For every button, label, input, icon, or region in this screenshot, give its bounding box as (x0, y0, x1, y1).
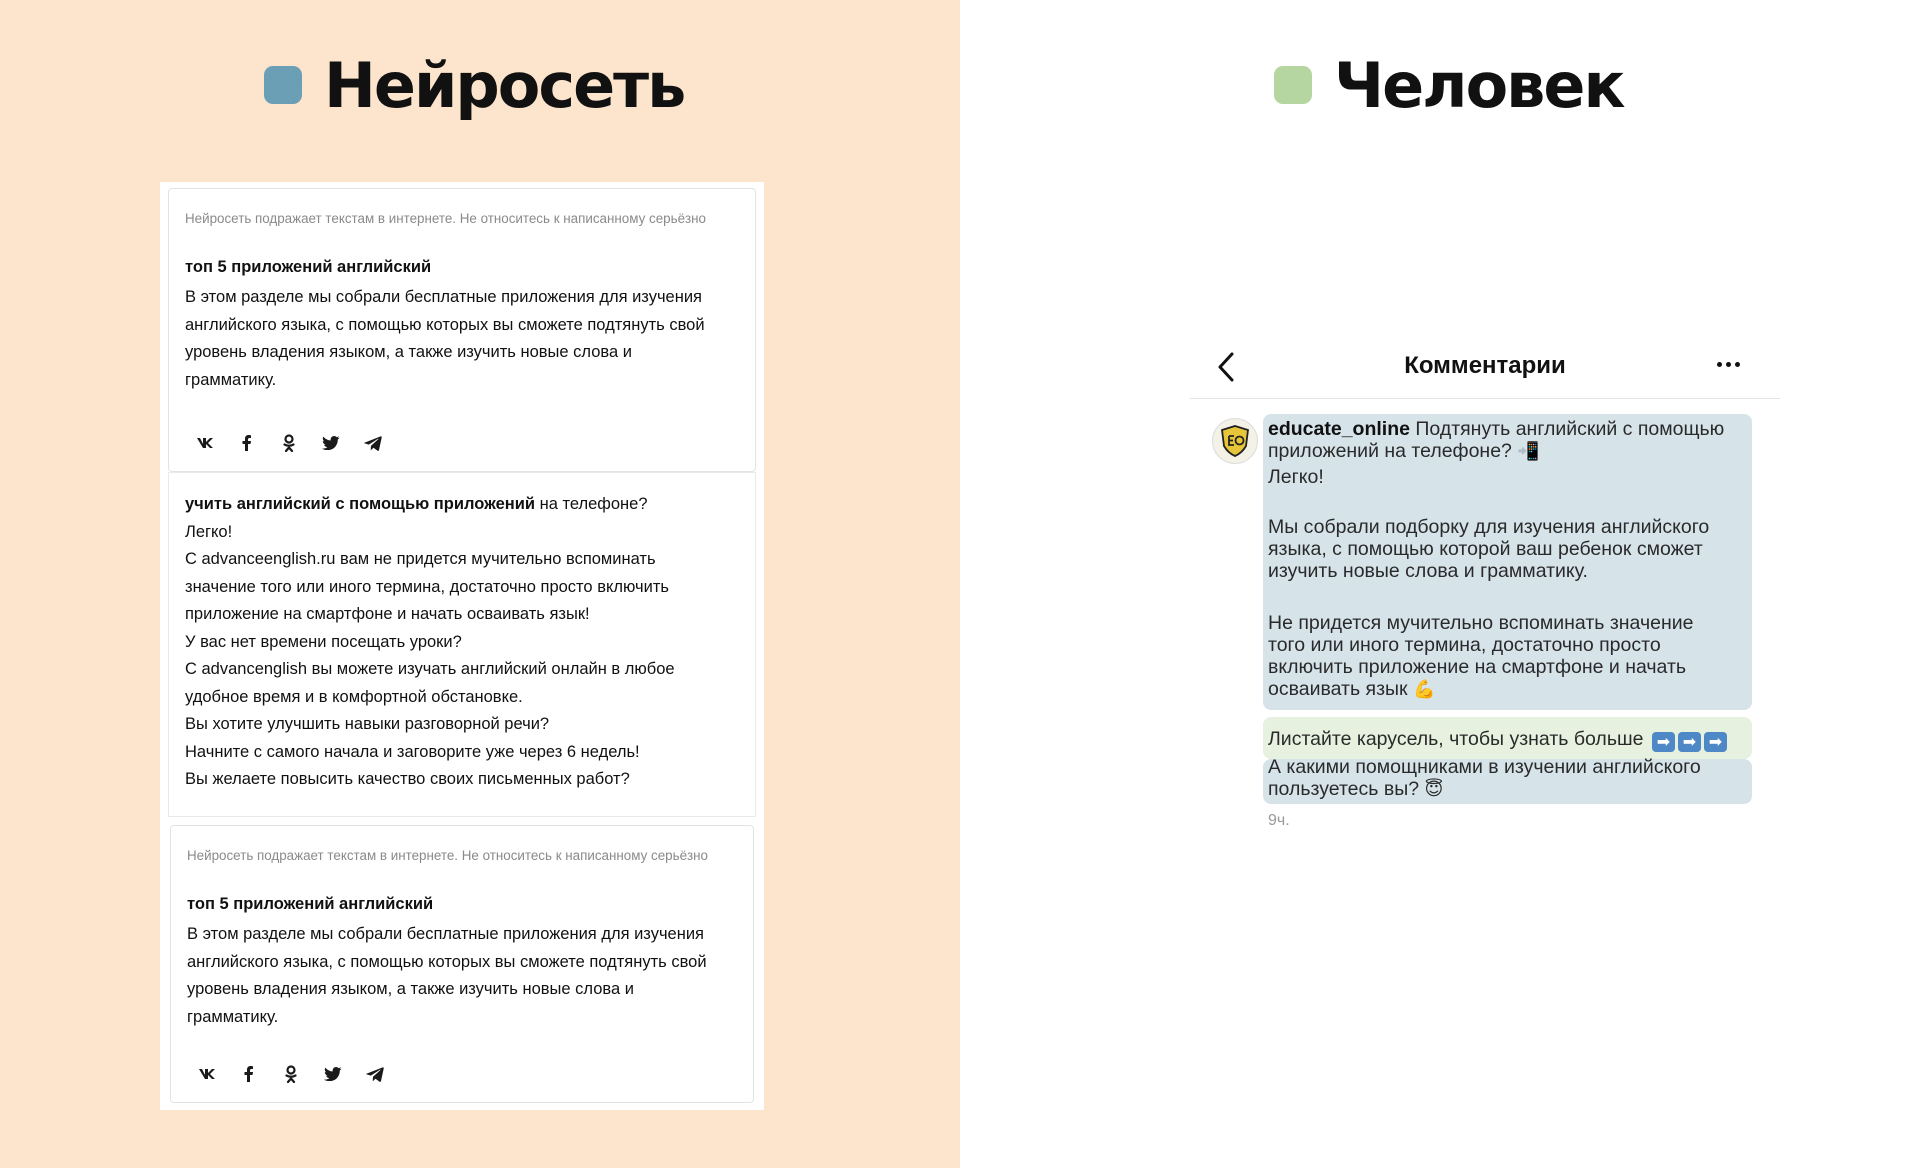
ai-card-bottom (170, 825, 754, 1103)
facebook-icon[interactable] (235, 431, 259, 455)
mid-line: значение того или иного термина, достаточно просто включить (185, 578, 669, 596)
comments-header (1190, 340, 1780, 399)
mid-first-bold: учить английский с помощью приложений (185, 495, 536, 513)
comment-line: изучить новые слова и грамматику. (1268, 560, 1588, 582)
vk-icon[interactable] (195, 1062, 219, 1086)
comment-line: языка, с помощью которой ваш ребенок сможет (1268, 538, 1703, 560)
comment-line: Легко! (1268, 466, 1324, 488)
mid-line: Вы желаете повысить качество своих письменных работ? (185, 770, 630, 788)
ai-text-block (168, 472, 756, 817)
ai-screenshot (160, 182, 764, 1110)
comment-line: того или иного термина, достаточно просто (1268, 634, 1661, 656)
twitter-icon[interactable] (321, 1062, 345, 1086)
twitter-icon[interactable] (319, 431, 343, 455)
shield-logo-icon (1219, 424, 1251, 458)
comments-title: Комментарии (1404, 352, 1566, 379)
right-arrow-emoji-icon: ➡ (1704, 732, 1727, 752)
muscle-emoji-icon: 💪 (1413, 679, 1436, 700)
mid-line: Вы хотите улучшить навыки разговорной речи? (185, 715, 550, 733)
username[interactable]: educate_online (1268, 418, 1410, 440)
odnoklassniki-icon[interactable] (279, 1062, 303, 1086)
comment-first-rest: Подтянуть английский с помощью (1409, 418, 1725, 440)
heading-neural-text: Нейросеть (324, 48, 685, 122)
disclaimer: Нейросеть подражает текстам в интернете. Не относитесь к написанному серьёзно (187, 848, 708, 863)
heading-human (1274, 50, 1624, 120)
card-line: английского языка, с помощью которых вы сможете подтянуть свой (185, 315, 705, 334)
mid-line: С advanceenglish.ru вам не придется мучительно вспоминать (185, 550, 656, 568)
card-line: грамматику. (187, 1007, 279, 1026)
disclaimer: Нейросеть подражает текстам в интернете. Не относитесь к написанному серьёзно (185, 211, 706, 226)
card-title: топ 5 приложений английский (187, 895, 434, 913)
heading-neural (264, 50, 684, 120)
card-line: В этом разделе мы собрали бесплатные приложения для изучения (185, 288, 702, 306)
carousel-line (1268, 728, 1727, 752)
neural-color-square (264, 66, 302, 104)
human-color-square (1274, 66, 1312, 104)
avatar[interactable] (1212, 418, 1258, 464)
mid-line: Начните с самого начала и заговорите уже через 6 недель! (185, 743, 640, 761)
question-line: А какими помощниками в изучении английского (1268, 756, 1701, 778)
phone-emoji-icon: 📲 (1517, 441, 1540, 462)
card-text (185, 284, 745, 394)
vk-icon[interactable] (193, 431, 217, 455)
angel-emoji-icon: 😇 (1424, 779, 1444, 800)
telegram-icon[interactable] (363, 1062, 387, 1086)
comment-line-text: осваивать язык (1268, 678, 1408, 700)
share-row (193, 431, 385, 455)
card-line: грамматику. (185, 370, 277, 389)
comment-line: Не придется мучительно вспоминать значение (1268, 612, 1694, 634)
right-arrow-emoji-icon: ➡ (1678, 732, 1701, 752)
card-text (187, 921, 747, 1031)
mid-line: У вас нет времени посещать уроки? (185, 633, 462, 651)
mid-line: С advancenglish вы можете изучать английский онлайн в любое (185, 660, 675, 678)
carousel-text: Листайте карусель, чтобы узнать больше (1268, 728, 1644, 750)
share-row (195, 1062, 387, 1086)
question-line (1268, 778, 1443, 802)
right-arrow-emoji-icon: ➡ (1652, 732, 1675, 752)
comment-line: Мы собрали подборку для изучения английского (1268, 516, 1710, 538)
heading-human-text: Человек (1334, 48, 1624, 122)
comment-line2-text: приложений на телефоне? (1268, 440, 1512, 462)
comment-line (1268, 678, 1435, 702)
card-line: английского языка, с помощью которых вы сможете подтянуть свой (187, 952, 707, 971)
card-title: топ 5 приложений английский (185, 258, 432, 276)
comment-line (1268, 418, 1724, 441)
question-text: пользуетесь вы? (1268, 778, 1420, 800)
comment-timestamp: 9ч. (1268, 812, 1290, 829)
mid-line: приложение на смартфоне и начать осваивать язык! (185, 605, 590, 623)
mid-line: Легко! (185, 523, 233, 541)
comment-line (1268, 440, 1540, 464)
comment-line: включить приложение на смартфоне и начать (1268, 656, 1687, 678)
telegram-icon[interactable] (361, 431, 385, 455)
more-options-icon[interactable] (1717, 362, 1740, 367)
odnoklassniki-icon[interactable] (277, 431, 301, 455)
mid-first-rest: на телефоне? (535, 495, 648, 513)
facebook-icon[interactable] (237, 1062, 261, 1086)
mid-line: удобное время и в комфортной обстановке. (185, 688, 523, 706)
card-line: уровень владения языком, а также изучить новые слова и (185, 343, 632, 361)
mid-first-line (185, 495, 648, 514)
ai-card-top (168, 188, 756, 472)
card-line: уровень владения языком, а также изучить новые слова и (187, 980, 634, 998)
card-line: В этом разделе мы собрали бесплатные приложения для изучения (187, 925, 704, 943)
